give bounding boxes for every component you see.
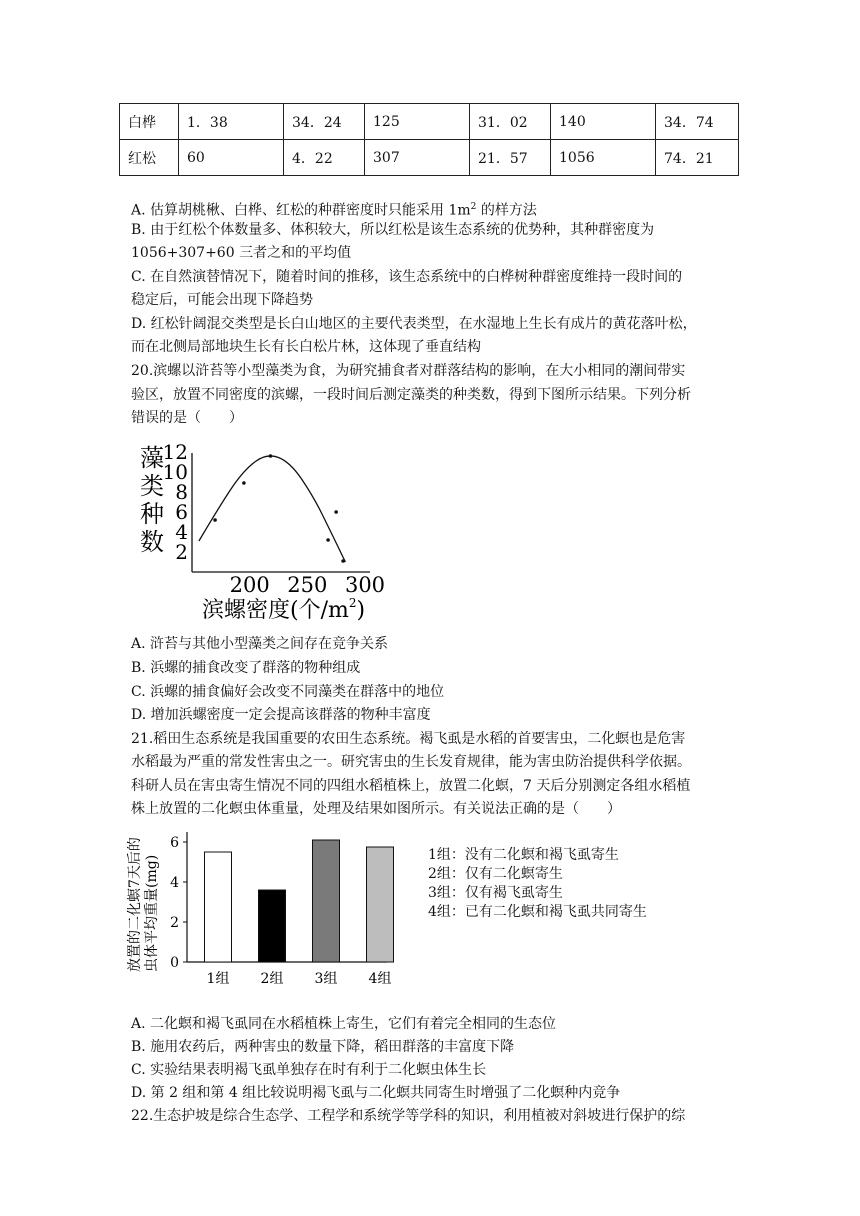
q20-option-c: C. 浜螺的捕食偏好会改变不同藻类在群落中的地位 — [131, 684, 445, 700]
q19-option-d-line2: 而在北侧局部地块生长有长白松片林，这体现了垂直结构 — [131, 339, 481, 355]
y-axis-label-char: 藻 — [140, 444, 164, 472]
fitted-curve — [199, 456, 345, 562]
y-axis-label-char: 种 — [140, 500, 164, 528]
bar-group-1 — [205, 852, 232, 962]
algae-species-chart — [130, 435, 390, 625]
table-cell: 1056 — [551, 140, 656, 176]
x-tick-label: 300 — [344, 573, 386, 597]
table-cell: 307 — [365, 140, 470, 176]
table-cell: 34．74 — [656, 104, 739, 140]
table-cell: 4．22 — [284, 140, 365, 176]
q21-stem-line4: 株上放置的二化螟虫体重量，处理及结果如图所示。有关说法正确的是（ ） — [131, 801, 621, 817]
y-axis-label-char: 数 — [140, 528, 164, 556]
q20-option-b: B. 浜螺的捕食改变了群落的物种组成 — [131, 660, 361, 676]
q19-option-b-line2: 1056+307+60 三者之和的平均值 — [131, 245, 352, 261]
superscript: 2 — [470, 202, 477, 212]
x-tick-label: 200 — [229, 573, 270, 597]
q21-option-d: D. 第 2 组和第 4 组比较说明褐飞虱与二化螟共同寄生时增强了二化螟种内竞争 — [131, 1085, 621, 1101]
y-tick-label: 2 — [170, 915, 179, 931]
q20-option-a: A. 浒苔与其他小型藻类之间存在竞争关系 — [131, 636, 389, 652]
data-point — [334, 510, 338, 514]
q21-option-c: C. 实验结果表明褐飞虱单独存在时有利于二化螟虫体生长 — [131, 1062, 487, 1078]
q19-option-c-line2: 稳定后，可能会出现下降趋势 — [131, 292, 313, 308]
data-point — [213, 518, 217, 522]
x-tick-label: 4组 — [368, 971, 392, 987]
legend-item: 4组：已有二化螟和褐飞虱共同寄生 — [428, 904, 647, 920]
q19-option-d-line1: D. 红松针阔混交类型是长白山地区的主要代表类型，在水湿地上生长有成片的黄花落叶松， — [131, 316, 697, 332]
q19-option-c-line1: C. 在自然演替情况下，随着时间的推移，该生态系统中的白桦树种群密度维持一段时间的 — [131, 269, 683, 285]
y-tick-label: 4 — [170, 875, 179, 891]
x-tick-label: 3组 — [314, 971, 338, 987]
data-point — [269, 454, 273, 458]
q21-option-b: B. 施用农药后，两种害虫的数量下降，稻田群落的丰富度下降 — [131, 1039, 515, 1055]
table-cell: 31．02 — [470, 104, 551, 140]
y-tick-label: 0 — [170, 955, 179, 971]
table-cell: 1．38 — [179, 104, 284, 140]
table-row — [120, 104, 739, 140]
x-tick-label: 2组 — [260, 971, 284, 987]
q19-option-b-line1: B. 由于红松个体数量多、体积较大，所以红松是该生态系统的优势种，其种群密度为 — [131, 222, 655, 238]
table-cell: 白桦 — [120, 104, 179, 140]
data-point — [326, 538, 330, 542]
y-axis-label-char: 类 — [140, 472, 164, 500]
bar-group-4 — [367, 847, 394, 962]
q21-stem-line3: 科研人员在害虫寄生情况不同的四组水稻植株上，放置二化螟，7 天后分别测定各组水稻植 — [131, 778, 691, 794]
q22-stem-line1: 22.生态护坡是综合生态学、工程学和系统学等学科的知识，利用植被对斜坡进行保护的综 — [131, 1108, 686, 1124]
q21-option-a: A. 二化螟和褐飞虱同在水稻植株上寄生，它们有着完全相同的生态位 — [131, 1016, 557, 1032]
y-tick-label: 2 — [175, 540, 188, 564]
table-cell: 34．24 — [284, 104, 365, 140]
y-tick-label: 10 — [162, 460, 188, 484]
x-tick-label: 250 — [287, 573, 328, 597]
table-cell: 60 — [179, 140, 284, 176]
bar-group-3 — [313, 840, 340, 962]
larva-weight-bar-chart — [125, 822, 425, 1014]
legend-item: 3组：仅有褐飞虱寄生 — [428, 885, 563, 901]
data-point — [341, 559, 345, 563]
y-tick-label: 4 — [175, 520, 188, 544]
y-tick-label: 12 — [162, 440, 188, 464]
y-axis-label-line2: 虫体平均重量(mg) — [144, 854, 160, 972]
q19-option-a — [131, 197, 537, 221]
table-row — [120, 140, 739, 176]
data-table — [119, 103, 739, 176]
x-axis-label: 滨螺密度(个$/m^2$) — [202, 596, 366, 623]
legend-item: 2组：仅有二化螟寄生 — [428, 866, 563, 882]
table-cell: 红松 — [120, 140, 179, 176]
q20-stem-line1: 20.滨螺以浒苔等小型藻类为食，为研究捕食者对群落结构的影响，在大小相同的潮间带实 — [131, 363, 686, 379]
y-tick-label: 6 — [175, 500, 188, 524]
q21-stem-line2: 水稻最为严重的常发性害虫之一。研究害虫的生长发育规律，能为害虫防治提供科学依据。 — [131, 754, 691, 770]
q20-option-d: D. 增加浜螺密度一定会提高该群落的物种丰富度 — [131, 707, 431, 723]
table-cell: 21．57 — [470, 140, 551, 176]
table-cell: 74．21 — [656, 140, 739, 176]
q20-stem-line3: 错误的是（ ） — [131, 410, 243, 426]
q19-option-a-text: A. 估算胡桃楸、白桦、红松的种群密度时只能采用 1m — [131, 202, 471, 219]
q21-stem-line1: 21.稻田生态系统是我国重要的农田生态系统。褐飞虱是水稻的首要害虫，二化螟也是危害 — [131, 731, 686, 747]
q19-option-a-end: 的样方法 — [476, 202, 537, 219]
table-cell: 125 — [365, 104, 470, 140]
table-cell: 140 — [551, 104, 656, 140]
y-tick-label: 6 — [170, 835, 179, 851]
y-tick-label: 8 — [175, 480, 188, 504]
bar-group-2 — [259, 890, 286, 962]
data-point — [242, 481, 246, 485]
x-tick-label: 1组 — [206, 971, 230, 987]
legend-item: 1组：没有二化螟和褐飞虱寄生 — [428, 847, 619, 863]
y-axis-label-line1: 放置的二化螟7天后的 — [127, 837, 143, 972]
q20-stem-line2: 验区，放置不同密度的滨螺，一段时间后测定藻类的种类数，得到下图所示结果。下列分析 — [131, 387, 691, 403]
